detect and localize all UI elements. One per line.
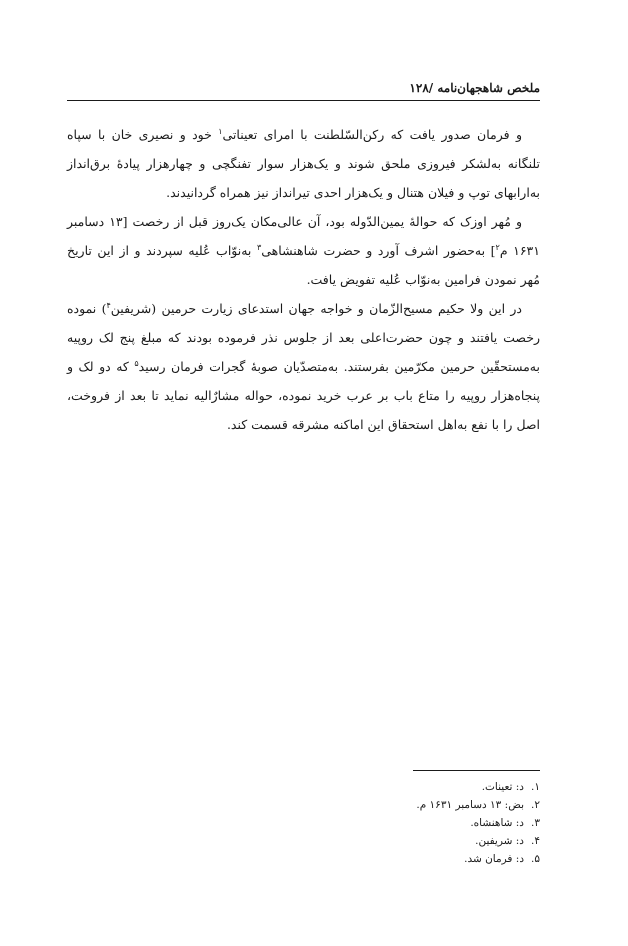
- paragraph-text: به‌نوّاب عُلیه سپردند و از این تاریخ مُهر نمودن فرامین به‌نوّاب عُلیه تفویض یافت.: [67, 243, 540, 287]
- paragraph: [67, 294, 540, 439]
- footnote-text: د: تعینات.: [481, 781, 524, 793]
- footnote-number: ۴.: [531, 835, 540, 847]
- footnote-item: [300, 832, 540, 850]
- footnote-number: ۳.: [531, 817, 540, 829]
- footnote-divider: [413, 770, 540, 771]
- footnote-item: [300, 778, 540, 796]
- body-text: [67, 120, 540, 439]
- footnote-marker[interactable]: ۳: [256, 242, 262, 252]
- footnote-item: [300, 814, 540, 832]
- footnote-item: [300, 850, 540, 868]
- footnote-marker[interactable]: ۴: [106, 300, 111, 310]
- footnote-item: [300, 796, 540, 814]
- footnote-marker[interactable]: ۱: [218, 126, 223, 136]
- footnote-number: ۲.: [531, 799, 540, 811]
- footnote-marker[interactable]: ۵: [134, 358, 139, 368]
- paragraph-text: و فرمان صدور یافت که رکن‌السّلطنت با امرای تعیناتی: [222, 127, 522, 142]
- paragraph: [67, 120, 540, 207]
- paragraph-text: در این ولا حکیم مسیح‌الزّمان و خواجه جهان استدعای زیارت حرمین (شریفین: [110, 301, 522, 316]
- footnotes-list: [300, 778, 540, 868]
- paragraph: [67, 207, 540, 294]
- footnote-number: ۵.: [531, 853, 540, 865]
- footnote-text: د: فرمان شد.: [464, 853, 524, 865]
- running-header-title: ملخص شاهجهان‌نامه /۱۲۸: [409, 81, 540, 95]
- footnote-text: د: شریفین.: [475, 835, 524, 847]
- header-divider: [67, 100, 540, 101]
- footnote-number: ۱.: [531, 781, 540, 793]
- paragraph-text: ) نموده رخصت یافتند و چون حضرت‌اعلی بعد از جلوس نذر فرموده بودند که مبلغ پنج لک روپیه به‌مستحقّین حرمین مکرّمین بفرستند. به‌متصدّیان صوبهٔ گجرات فرمان رسید: [67, 301, 540, 374]
- paragraph-text: خود و نصیری خان با سپاه تلنگانه به‌لشکر فیروزی ملحق شوند و یک‌هزار سوار تفنگچی و چهارهزار پیادهٔ برق‌انداز به‌ارابهای توپ و فیلان هتنال و یک‌هزار احدی تیرانداز نیز همراه گردانیدند.: [67, 127, 540, 200]
- footnote-text: د: شاهنشاه.: [470, 817, 524, 829]
- footnote-text: بض: ۱۳ دسامبر ۱۶۳۱ م.: [416, 799, 524, 811]
- paragraph-text: که دو لک و پنجاه‌هزار روپیه را متاع باب بر عرب خرید نموده، حواله مشارٌالیه نماید تا بعد از فروخت، اصل را با نفع به‌اهل استحقاق این اماکنه مشرقه قسمت کند.: [67, 359, 540, 432]
- paragraph-text: و مُهر اوزک که حوالهٔ یمین‌الدّوله بود، آن عالی‌مکان یک‌روز قبل از رخصت [۱۳ دسامبر ۱۶۳۱ م: [67, 214, 540, 258]
- running-header: [67, 80, 540, 96]
- footnote-marker[interactable]: ۲: [495, 242, 500, 252]
- paragraph-text: ] به‌حضور اشرف آورد و حضرت شاهنشاهی: [261, 243, 496, 258]
